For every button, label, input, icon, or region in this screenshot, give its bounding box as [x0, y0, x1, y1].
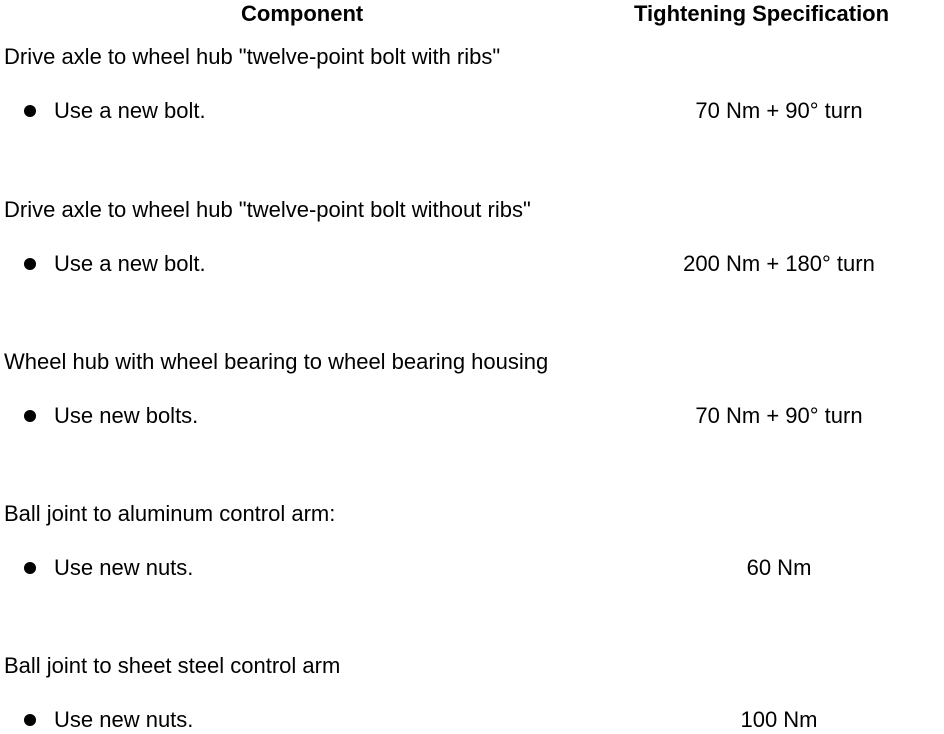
- component-note: Use new nuts.: [54, 707, 194, 732]
- tightening-spec: 70 Nm + 90° turn: [695, 403, 863, 428]
- component-name: Ball joint to aluminum control arm:: [4, 501, 336, 526]
- column-header-tightening-specification: Tightening Specification: [634, 1, 890, 26]
- tightening-spec: 100 Nm: [740, 707, 818, 732]
- component-name: Wheel hub with wheel bearing to wheel bearing housing: [4, 349, 549, 374]
- bullet-icon: [24, 714, 36, 726]
- component-note: Use a new bolt.: [54, 251, 206, 276]
- component-name: Drive axle to wheel hub "twelve-point bolt with ribs": [4, 44, 501, 69]
- column-header-component: Component: [241, 1, 364, 26]
- bullet-icon: [24, 410, 36, 422]
- component-name: Ball joint to sheet steel control arm: [4, 653, 341, 678]
- bullet-icon: [24, 562, 36, 574]
- tightening-spec: 60 Nm: [746, 555, 812, 580]
- tightening-spec: 70 Nm + 90° turn: [695, 98, 863, 123]
- component-note: Use new nuts.: [54, 555, 194, 580]
- component-note: Use new bolts.: [54, 403, 199, 428]
- component-name: Drive axle to wheel hub "twelve-point bolt without ribs": [4, 197, 531, 222]
- tightening-spec: 200 Nm + 180° turn: [683, 251, 875, 276]
- bullet-icon: [24, 105, 36, 117]
- bullet-icon: [24, 258, 36, 270]
- component-note: Use a new bolt.: [54, 98, 206, 123]
